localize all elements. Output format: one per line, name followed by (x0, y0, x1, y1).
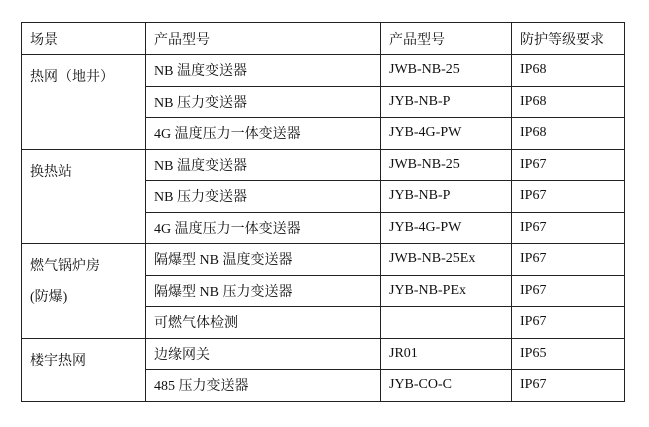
product-model-cell: JWB-NB-25 (381, 149, 512, 181)
table-header-row (22, 23, 625, 55)
scene-line: (防爆) (30, 290, 68, 305)
protection-level-cell: IP67 (512, 370, 625, 402)
product-name-cell: NB 压力变送器 (146, 86, 381, 118)
protection-level-cell: IP68 (512, 118, 625, 150)
scene-cell (22, 244, 146, 339)
scene-cell: 楼宇热网 (22, 338, 146, 401)
product-name-cell: 边缘网关 (146, 338, 381, 370)
protection-level-cell: IP68 (512, 55, 625, 87)
product-model-cell: JYB-NB-P (381, 181, 512, 213)
protection-level-cell: IP67 (512, 307, 625, 339)
product-name-cell: 485 压力变送器 (146, 370, 381, 402)
header-product-model: 产品型号 (381, 23, 512, 55)
table-row (22, 338, 625, 370)
product-name-cell: 4G 温度压力一体变送器 (146, 212, 381, 244)
table-row (22, 55, 625, 87)
product-model-cell (381, 307, 512, 339)
product-model-cell: JYB-CO-C (381, 370, 512, 402)
protection-level-cell: IP67 (512, 212, 625, 244)
scene-cell: 热网（地井） (22, 55, 146, 150)
header-scene: 场景 (22, 23, 146, 55)
product-name-cell: NB 温度变送器 (146, 55, 381, 87)
scene-line: 燃气锅炉房 (30, 259, 100, 274)
product-model-cell: JWB-NB-25 (381, 55, 512, 87)
header-protection-level: 防护等级要求 (512, 23, 625, 55)
protection-level-cell: IP67 (512, 244, 625, 276)
product-name-cell: 可燃气体检测 (146, 307, 381, 339)
product-model-cell: JR01 (381, 338, 512, 370)
product-name-cell: NB 压力变送器 (146, 181, 381, 213)
scene-cell: 换热站 (22, 149, 146, 244)
protection-level-cell: IP67 (512, 181, 625, 213)
product-model-cell: JYB-4G-PW (381, 118, 512, 150)
product-model-cell: JYB-4G-PW (381, 212, 512, 244)
product-model-cell: JWB-NB-25Ex (381, 244, 512, 276)
product-name-cell: 隔爆型 NB 压力变送器 (146, 275, 381, 307)
product-model-cell: JYB-NB-P (381, 86, 512, 118)
header-product-name: 产品型号 (146, 23, 381, 55)
table-row (22, 244, 625, 276)
protection-level-table (21, 22, 625, 402)
table-row (22, 149, 625, 181)
protection-level-cell: IP65 (512, 338, 625, 370)
protection-level-cell: IP67 (512, 149, 625, 181)
product-model-cell: JYB-NB-PEx (381, 275, 512, 307)
protection-level-cell: IP68 (512, 86, 625, 118)
product-name-cell: 4G 温度压力一体变送器 (146, 118, 381, 150)
product-name-cell: 隔爆型 NB 温度变送器 (146, 244, 381, 276)
protection-level-cell: IP67 (512, 275, 625, 307)
product-name-cell: NB 温度变送器 (146, 149, 381, 181)
